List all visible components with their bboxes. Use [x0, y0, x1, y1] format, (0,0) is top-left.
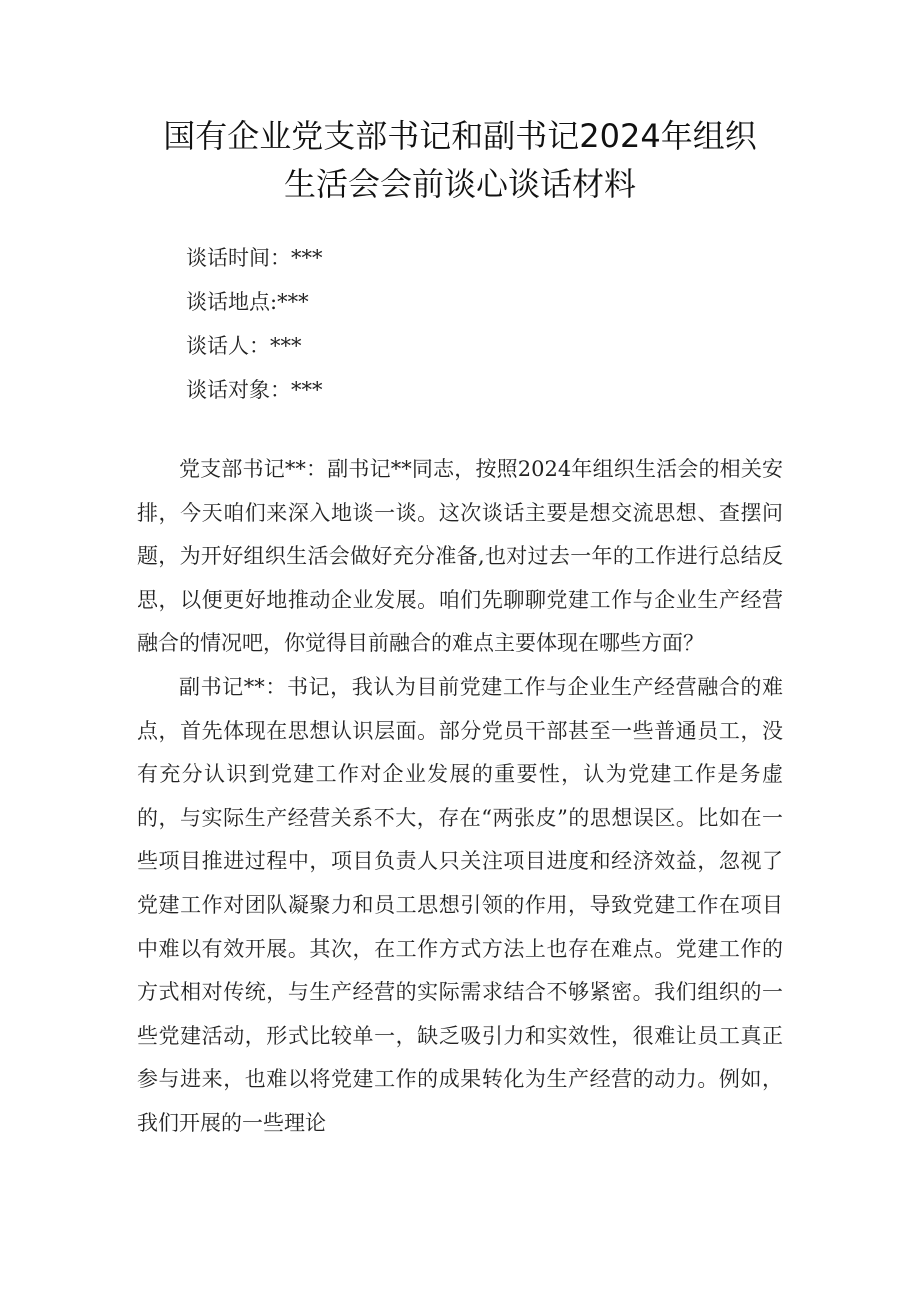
document-title: [0, 112, 920, 208]
paragraph-secretary: 党支部书记**：副书记**同志，按照2024年组织生活会的相关安排，今天咱们来深入地谈一谈。这次谈话主要是想交流思想、查摆问题，为开好组织生活会做好充分准备,也对过去一年的工作进行总结反思，以便更好地推动企业发展。咱们先聊聊党建工作与企业生产经营融合的情况吧，你觉得目前融合的难点主要体现在哪些方面？: [137, 457, 783, 656]
title-line-1: 国有企业党支部书记和副书记2024年组织: [163, 117, 757, 155]
meeting-time: 谈话时间：***: [186, 246, 323, 270]
meeting-info: [186, 236, 786, 412]
document-body: [137, 448, 783, 1146]
title-line-2: 生活会会前谈心谈话材料: [283, 165, 636, 203]
meeting-subject: 谈话对象：***: [186, 378, 323, 402]
meeting-speaker: 谈话人：***: [186, 334, 302, 358]
meeting-place: 谈话地点:***: [186, 290, 309, 314]
paragraph-deputy-secretary: 副书记**：书记，我认为目前党建工作与企业生产经营融合的难点，首先体现在思想认识层面。部分党员干部甚至一些普通员工，没有充分认识到党建工作对企业发展的重要性，认为党建工作是务虚的，与实际生产经营关系不大，存在“两张皮”的思想误区。比如在一些项目推进过程中，项目负责人只关注项目进度和经济效益，忽视了党建工作对团队凝聚力和员工思想引领的作用，导致党建工作在项目中难以有效开展。其次，在工作方式方法上也存在难点。党建工作的方式相对传统，与生产经营的实际需求结合不够紧密。我们组织的一些党建活动，形式比较单一，缺乏吸引力和实效性，很难让员工真正参与进来，也难以将党建工作的成果转化为生产经营的动力。例如，我们开展的一些理论: [137, 674, 783, 1135]
